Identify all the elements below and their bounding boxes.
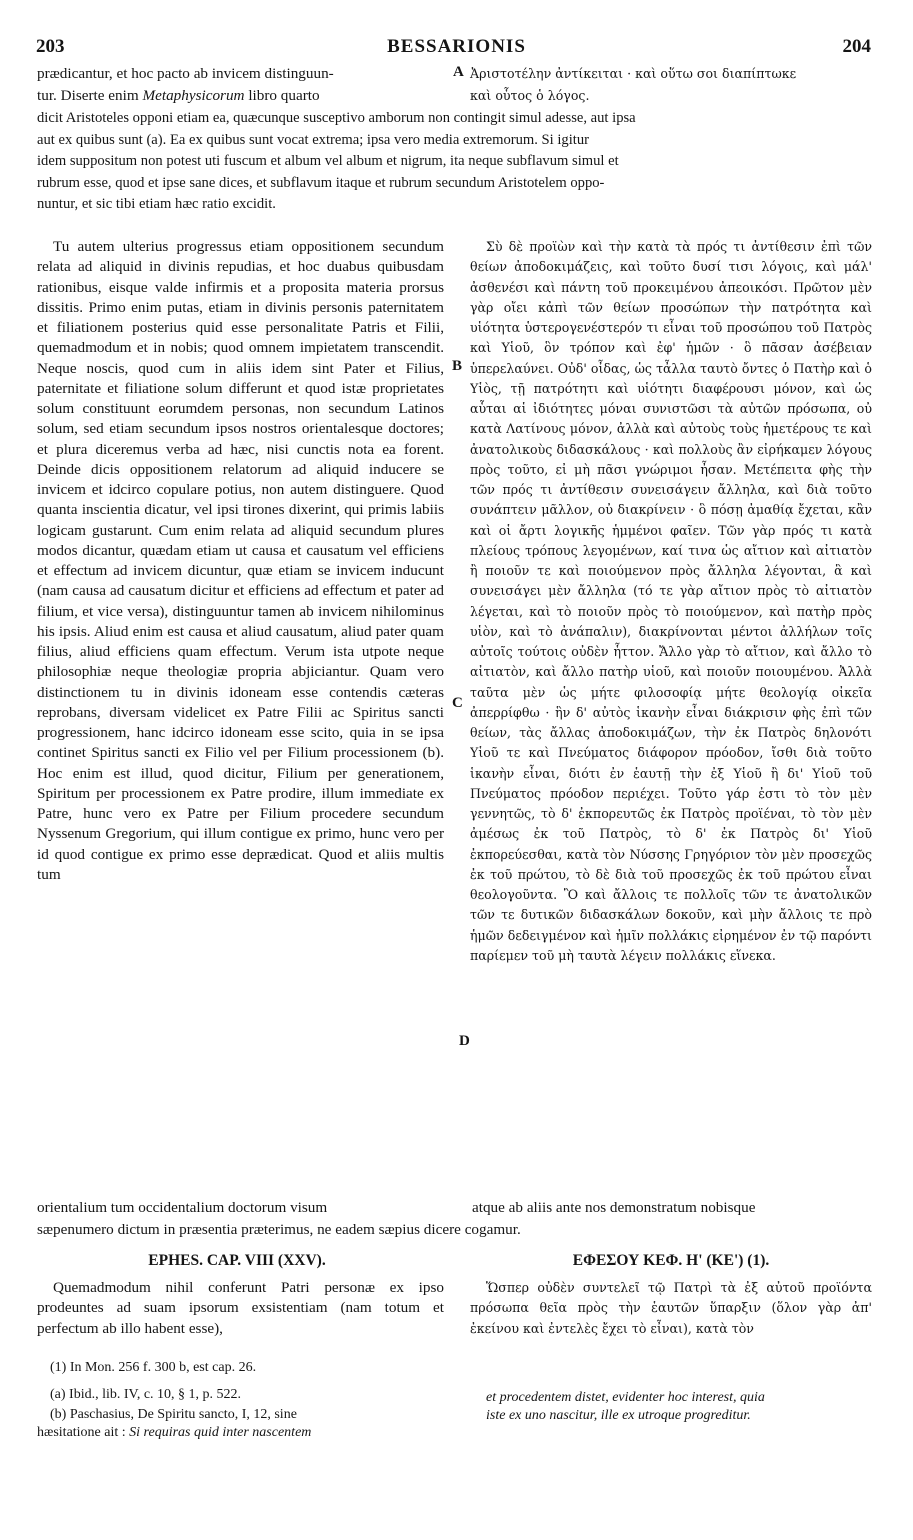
footnote-a: (a) Ibid., lib. IV, c. 10, § 1, p. 522. <box>50 1387 242 1402</box>
top-full-line: idem suppositum non potest uti fuscum et album vel album et nigrum, ita neque subflavum simul et <box>37 153 619 170</box>
greek-section-heading: ΕΦΕΣΟΥ ΚΕΦ. Η' (ΚΕ') (1). <box>572 1252 770 1269</box>
section-marker-d: D <box>459 1033 470 1049</box>
bottom-line-2: sæpenumero dictum in præsentia præterimus, ne eadem sæpius dicere cogamur. <box>37 1221 521 1238</box>
bottom-line-1-left: orientalium tum occidentalium doctorum visum <box>37 1199 328 1216</box>
top-full-line: dicit Aristoteles opponi etiam ea, quæcunque susceptivo amborum non contingit simul adesse, aut ipsa <box>37 110 636 126</box>
latin-column: Tu autem ulterius progressus etiam oppositionem secundum relata ad aliquid in divinis repudias, et hoc duabus quibusdam rationibus, eisque valde infirmis et a proposita materia prorsus dissitis. Primo enim putas, etiam in divinis personis paternitatem et filiationem posterius quid esse personalitate Patris et Filii, quemadmodum et in nobis; quod omnem impietatem transcendit. Neque noscis, quod cum in aliis idem sint Pater et Filius, paternitate et filiatione solum differunt et quod istæ proprietates solum constituunt eorumdem personas, non secundum Latinos solum, sed etiam secundum ipsos nostros orientalesque doctores; et plura diceremus verba ad hæc, nisi cunctis nota ea forent. Deinde dicis oppositionem relatorum ad aliquid inducere se invicem et idcirco copulare potius, non autem distinguere. Quod quanta inscientia dicatur, vel ipsi tirones dixerint, qui primis labiis logicam gustarunt. Cum enim relata ad aliquid secundum plures modos dicantur, quædam etiam ut causa et causatum vel efficiens et effectum ad invicem dicuntur, quæ etiam se invicem inducunt (nam causa ad causatum dicitur et efficiens ad effectum et pater ad filium, et vice versa), distinguuntur tamen ab invicem nihilominus his ipsis. Aliud enim est causa et aliud causatum, aliud pater quam filius, aliud efficiens quam effectum. Verum ista utpote neque philosophiæ neque theologiæ propria abjiciantur. Quam vero distinctionem tu in divinis idoneam esse contendis cæteras reprobans, diversam videlicet ex Patre Filii ac Spiritus sancti progressionem, hanc idcirco idoneam esse scito, quia in se ipsa continet Spiritus sancti ex Filio vel per Filium processionem (b). Hoc enim est illud, quod dicitur, Filium per generationem, Spiritum per processionem ex Patre prodire, illum immediate ex Patre, hunc vero ex Patre per Filium procedere secundum Nyssenum Gregorium, qui illum contigue ex primo, hunc vero per id quod contigue ex primo esse deprædicat. Quod et aliis multis tum <box>37 238 444 883</box>
footnote-1: (1) In Mon. 256 f. 300 b, est cap. 26. <box>50 1360 257 1375</box>
latin-section-text: Quemadmodum nihil conferunt Patri personæ ex ipso prodeuntes ad suam ipsorum exsistentiam (nam totum et perfectum ab illo habent esse), <box>37 1279 444 1337</box>
top-line-1-latin: prædicantur, et hoc pacto ab invicem distinguun- <box>37 65 334 82</box>
section-marker-a: A <box>453 64 464 80</box>
top-line-2-latin: tur. Diserte enim Metaphysicorum libro quarto <box>37 87 320 104</box>
page-number-left: 203 <box>36 36 65 57</box>
footnote-b-line-1: (b) Paschasius, De Spiritu sancto, I, 12, sine <box>50 1407 297 1422</box>
greek-section-text: Ὥσπερ οὐδὲν συντελεῖ τῷ Πατρὶ τὰ ἐξ αὐτοῦ προϊόντα πρόσωπα θεῖα πρὸς τὴν ἑαυτῶν ὕπαρξιν (ὅλον γὰρ ἀπ' ἐκείνου καὶ ἐντελὲς ἔχει τὸ εἶναι), κατὰ τὸν <box>470 1280 872 1336</box>
top-full-line: rubrum esse, quod et ipse sane dices, et subflavum itaque et rubrum secundum Aristotelem oppo- <box>37 174 605 191</box>
top-full-line: nuntur, et sic tibi etiam hæc ratio excidit. <box>37 196 276 213</box>
greek-column: Σὺ δὲ προϊὼν καὶ τὴν κατὰ τὰ πρός τι ἀντίθεσιν ἐπὶ τῶν θείων ἀποδοκιμάζεις, καὶ τοῦτο δυσί τισι λόγοις, καὶ μάλ' ἀσθενέσι καὶ πάντη τοῦ προκειμένου ἀπεοικόσι. Πρῶτον μὲν γὰρ οἴει κἀπὶ τῶν θείων προσώπων τὴν πατρότητα καὶ υἱότητα ὑστερογενέστερόν τι εἶναι τοῦ προσώπου τοῦ Πατρὸς καὶ Υἱοῦ, ὃν τρόπον καὶ ἐφ' ἡμῶν · ὃ πᾶσαν ἀσέβειαν ὑπερελαύνει. Οὐδ' οἶδας, ὡς τἆλλα ταυτὸ ὄντες ὁ Πατὴρ καὶ ὁ Υἱὸς, τῇ πατρότητι καὶ υἱότητι διαφέρουσι μόνον, καὶ ὡς αὗται αἱ ἰδιότητες μόναι συνιστῶσι τὰ αὐτῶν πρόσωπα, οὐ κατὰ Λατίνους μόνον, ἀλλὰ καὶ αὐτοὺς τοὺς ἡμετέρους τε καὶ ἀνατολικοὺς διδασκάλους · καὶ πολλοὺς ἂν εἰρήκαμεν λόγους πρὸς τοῦτο, εἰ μὴ πᾶσι γνώριμοι ἦσαν. Μετέπειτα φὴς τὴν τῶν πρός τι ἀντίθεσιν συνεισάγειν ἄλληλα, καὶ διὰ τοῦτο συνάπτειν μᾶλλον, οὐ διακρίνειν · ὃ πόσῃ ἀμαθίᾳ ἔχεται, κἂν καὶ οἱ ἄρτι λογικῆς ἡμμένοι φαῖεν. Τῶν γὰρ πρός τι κατὰ πλείους τρόπους λεγομένων, καί τινα ὡς αἴτιον καὶ αἰτιατὸν ἢ ποιοῦν τε καὶ ποιούμενον πρὸς ἄλληλα λέγονται, ἃ καὶ συνεισάγει μὲν ἄλληλα (τό τε γὰρ αἴτιον πρὸς τὸ αἰτιατὸν λέγεται, καὶ τὸ ποιοῦν πρὸς τὸ ποιούμενον, καὶ πατὴρ πρὸς υἱὸν, καὶ τὸ ἀνάπαλιν), διακρίνονται μέντοι ἀλλήλων τοῖς αὐτοῖς τούτοις οὐδὲν ἧττον. Ἄλλο γὰρ τὸ αἴτιον, καὶ ἄλλο τὸ αἰτιατὸν, καὶ ἄλλο πατὴρ υἱοῦ, καὶ ποιοῦν ποιουμένου. Ἀλλὰ ταῦτα μὲν ὡς μήτε φιλοσοφίᾳ μήτε θεολογίᾳ οἰκεῖα ἀπερρίφθω · ἣν δ' αὐτὸς ἱκανὴν εἶναι διάκρισιν φὴς ἐπὶ τῶν θείων, τὰς ἄλλας ἀποδοκιμάζων, τὴν ἐκ Πατρὸς δηλονότι Υἱοῦ τε καὶ Πνεύματος διάφορον πρόοδον, ἴσθι διὰ τοῦτο ἱκανὴν εἶναι, διότι ἐν ἑαυτῇ τὴν ἐξ Υἱοῦ ἢ δι' Υἱοῦ τοῦ Πνεύματος πρόοδον περιέχει. Τοῦτο γάρ ἐστι τὸ τὸν μὲν γεννητῶς, τὸ δ' ἐκπορευτῶς ἐκ Πατρὸς προϊέναι, τὸ τὸν μὲν ἀμέσως ἐκ τοῦ Πατρὸς, τὸ δ' ἐκ Πατρὸς δι' Υἱοῦ ἐκπορεύεσθαι, κατὰ τὸν Νύσσης Γρηγόριον τὸν μὲν προσεχῶς ἐκ τοῦ πρώτου, τὸ δὲ διὰ τοῦ προσεχῶς ἐκ τοῦ πρώτου εἶναι θεολογοῦντα. Ὃ καὶ ἄλλοις τε πολλοῖς τῶν τε ἀνατολικῶν τῶν τε δυτικῶν διδασκάλων δοκοῦν, καὶ μὴν ἄλλοις τε πρὸ ἡμῶν δεδειγμένον καὶ ἡμῖν πολλάκις εἰρημένον ἐν τῷ παρόντι παρίεμεν τοῦ μὴ ταυτὰ λέγειν πολλάκις εἵνεκα. <box>470 239 872 963</box>
page-number-right: 204 <box>842 36 871 57</box>
top-line-1-greek: Ἀριστοτέλην ἀντίκειται · καὶ οὕτω σοι διαπίπτωκε <box>470 66 797 81</box>
footnote-right-line-1: et procedentem distet, evidenter hoc interest, quia <box>486 1390 765 1405</box>
section-marker-c: C <box>452 695 463 711</box>
bottom-line-1-right: atque ab aliis ante nos demonstratum nobisque <box>472 1199 756 1216</box>
section-marker-b: B <box>452 358 463 374</box>
top-line-2-greek: καὶ οὗτος ὁ λόγος. <box>470 88 590 103</box>
running-title: BESSARIONIS <box>387 36 526 57</box>
top-full-line: aut ex quibus sunt (a). Ea ex quibus sunt vocat extrema; ipsa vero media extremorum. Si igitur <box>37 131 589 148</box>
footnote-b-line-2: hæsitatione ait : Si requiras quid inter nascentem <box>37 1425 312 1440</box>
footnote-right-line-2: iste ex uno nascitur, ille ex utroque progreditur. <box>486 1408 751 1423</box>
latin-section-heading: EPHES. CAP. VIII (XXV). <box>148 1252 326 1269</box>
top-full-lines <box>37 108 872 216</box>
